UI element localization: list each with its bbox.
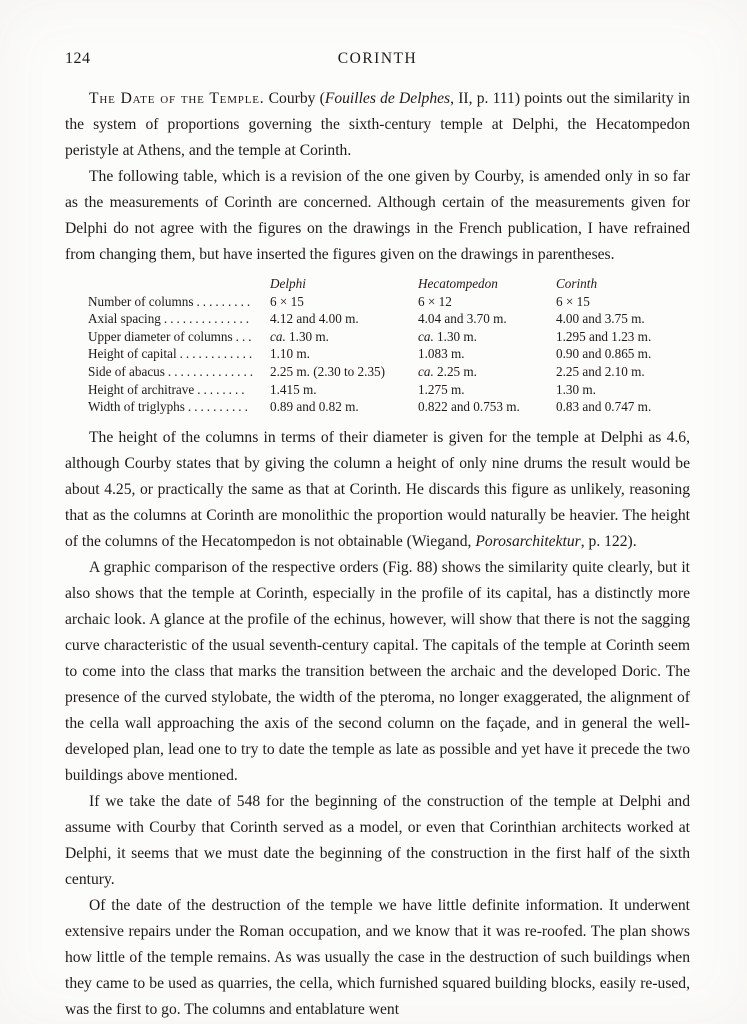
table-cell-hecatompedon: 1.083 m. bbox=[418, 346, 465, 362]
table-header-row bbox=[88, 275, 690, 293]
table-cell-corinth: 0.90 and 0.865 m. bbox=[556, 346, 652, 362]
section-heading-smallcaps: The Date of the Temple. bbox=[89, 90, 265, 107]
paragraph-graphic-comparison bbox=[65, 555, 690, 789]
paragraph-text: Courby ( bbox=[264, 90, 325, 107]
running-title: CORINTH bbox=[337, 50, 418, 67]
table-cell-hecatompedon: 4.04 and 3.70 m. bbox=[418, 311, 507, 327]
paragraph-text: Of the date of the destruction of the temple we have little definite information. It underwent extensive repairs under the Roman occupation, and we know that it was re-roofed. The plan shows how little of the temple remains. As was usually the case in the destruction of such buildings when they came to be used as quarries, the cella, which furnished squared building blocks, easily re-used, was the first to go. The columns and entablature went bbox=[65, 896, 690, 1018]
table-header-corinth: Corinth bbox=[556, 276, 598, 291]
paragraph-column-height bbox=[65, 425, 690, 555]
table-cell-label: Upper diameter of columns ... bbox=[88, 328, 255, 344]
table-header-delphi: Delphi bbox=[270, 276, 306, 291]
table-cell-delphi: 4.12 and 4.00 m. bbox=[270, 311, 359, 327]
table-cell-delphi: 6 × 15 bbox=[270, 293, 304, 309]
table-cell-corinth: 6 × 15 bbox=[556, 293, 590, 309]
table-cell-hecatompedon: ca. 1.30 m. bbox=[418, 328, 477, 344]
table-cell-delphi: 1.10 m. bbox=[270, 346, 310, 362]
table-cell-corinth: 4.00 and 3.75 m. bbox=[556, 311, 645, 327]
table-cell-delphi: 0.89 and 0.82 m. bbox=[270, 399, 359, 415]
page-number: 124 bbox=[65, 50, 91, 67]
paragraph-text: The height of the columns in terms of their diameter is given for the temple at Delphi as 4.6, although Courby states that by giving the column a height of only nine drums the result would be about 4.25, or practically the same as that at Corinth. He discards this figure as unlikely, reasoning that as the columns at Corinth are monolithic the proportion would naturally be heavier. The height of the columns of the Hecatompedon is not obtainable (Wiegand, bbox=[65, 428, 690, 550]
paragraph-destruction bbox=[65, 893, 690, 1023]
table-cell-label: Axial spacing .............. bbox=[88, 311, 253, 327]
table-row bbox=[88, 310, 690, 328]
table-row bbox=[88, 381, 690, 399]
dot-leader: .............. bbox=[163, 311, 253, 327]
table-cell-hecatompedon: ca. 2.25 m. bbox=[418, 363, 477, 379]
paragraph-text: , p. 122). bbox=[580, 532, 637, 550]
table-cell-corinth: 2.25 and 2.10 m. bbox=[556, 363, 645, 379]
book-title-italic: Fouilles de Delphes bbox=[324, 90, 451, 107]
table-cell-hecatompedon: 0.822 and 0.753 m. bbox=[418, 399, 520, 415]
dot-leader: .............. bbox=[167, 363, 257, 379]
table-cell-label: Width of triglyphs .......... bbox=[88, 399, 251, 415]
dot-leader: ......... bbox=[196, 293, 254, 309]
table-row bbox=[88, 345, 690, 363]
table-row bbox=[88, 363, 690, 381]
table-cell-corinth: 0.83 and 0.747 m. bbox=[556, 399, 652, 415]
table-cell-delphi: 1.415 m. bbox=[270, 381, 317, 397]
table-cell-label: Height of architrave ........ bbox=[88, 381, 248, 397]
table-header-spacer bbox=[88, 275, 270, 293]
table-cell-delphi: 2.25 m. (2.30 to 2.35) bbox=[270, 363, 386, 379]
measurements-table bbox=[88, 275, 690, 416]
paragraph-table-note bbox=[65, 164, 690, 268]
paragraph-text: If we take the date of 548 for the beginning of the construction of the temple at Delphi and assume with Courby that Corinth served as a model, or even that Corinthian architects worked at Delphi, it seems that we must date the beginning of the construction in the first half of the sixth century. bbox=[65, 792, 690, 888]
table-cell-hecatompedon: 6 × 12 bbox=[418, 293, 452, 309]
paragraph-dating bbox=[65, 789, 690, 893]
book-title-italic: Porosarchitektur bbox=[475, 532, 581, 550]
paragraph-text: , II, p. 111) points out the similarity in the system of proportions governing the sixth-century temple at Delphi, the Hecatompedon peristyle at Athens, and the temple at Corinth. bbox=[65, 90, 690, 159]
table-row bbox=[88, 398, 690, 416]
paragraph-text: A graphic comparison of the respective orders (Fig. 88) shows the similarity quite clearly, but it also shows that the temple at Corinth, especially in the profile of its capital, has a distinctly more archaic look. A glance at the profile of the echinus, however, will show that there is not the sagging curve characteristic of the usual seventh-century capital. The capitals of the temple at Corinth seem to come into the class that marks the transition between the archaic and the developed Doric. The presence of the curved stylobate, the width of the pteroma, no longer exaggerated, the alignment of the cella wall approaching the axis of the second column on the façade, and in general the well-developed plan, lead one to try to date the temple as late as possible and yet have it precede the two buildings above mentioned. bbox=[65, 558, 690, 784]
paragraph-text: The following table, which is a revision of the one given by Courby, is amended only in so far as the measurements of Corinth are concerned. Although certain of the measurements given for Delphi do not agree with the figures on the drawings in the French publication, I have refrained from changing them, but have inserted the figures given on the drawings in parentheses. bbox=[65, 168, 690, 263]
table-cell-corinth: 1.295 and 1.23 m. bbox=[556, 328, 652, 344]
table-cell-hecatompedon: 1.275 m. bbox=[418, 381, 465, 397]
page-header bbox=[65, 50, 690, 72]
dot-leader: ........ bbox=[197, 381, 248, 397]
dot-leader: ............ bbox=[179, 346, 256, 362]
table-cell-label: Number of columns ......... bbox=[88, 293, 254, 309]
dot-leader: .......... bbox=[187, 399, 251, 415]
table-cell-label: Side of abacus .............. bbox=[88, 363, 257, 379]
dot-leader: ... bbox=[235, 328, 255, 344]
paragraph-intro bbox=[65, 86, 690, 164]
table-row bbox=[88, 328, 690, 346]
table-row bbox=[88, 293, 690, 311]
table-header-hecatompedon: Hecatompedon bbox=[418, 276, 498, 291]
table-cell-corinth: 1.30 m. bbox=[556, 381, 596, 397]
table-cell-delphi: ca. 1.30 m. bbox=[270, 328, 329, 344]
table-cell-label: Height of capital ............ bbox=[88, 346, 256, 362]
